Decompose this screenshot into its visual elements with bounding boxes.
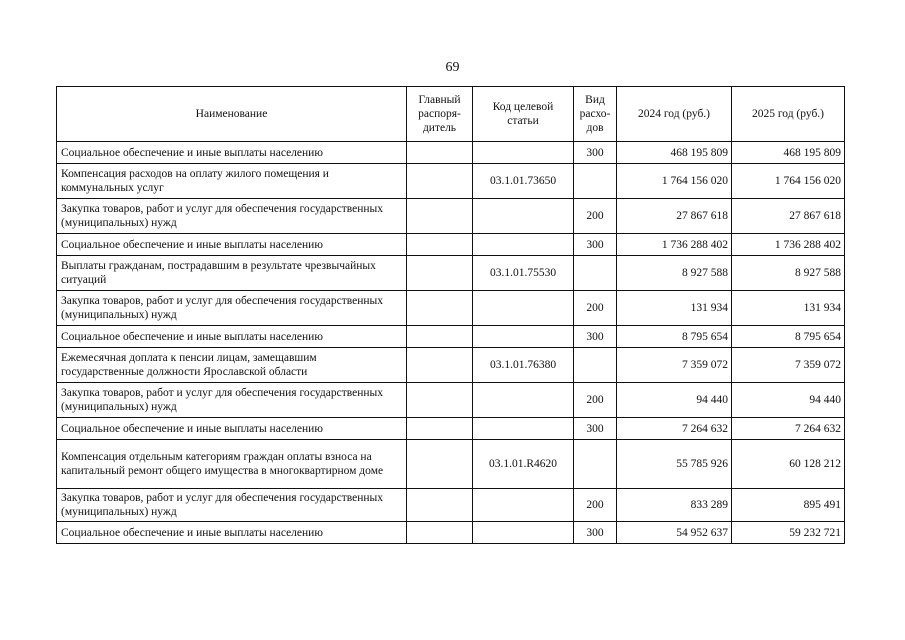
row-code — [473, 326, 574, 348]
row-type — [574, 348, 617, 383]
row-2024: 468 195 809 — [617, 142, 732, 164]
header-type: Вид расхо-дов — [574, 87, 617, 142]
row-2025: 1 764 156 020 — [732, 164, 845, 199]
table-row — [57, 256, 845, 291]
row-name: Компенсация отдельным категориям граждан оплаты взноса на капитальный ремонт общего имущества в многоквартирном доме — [57, 440, 407, 489]
row-code: 03.1.01.73650 — [473, 164, 574, 199]
row-manager — [407, 383, 473, 418]
header-code: Код целевой статьи — [473, 87, 574, 142]
row-2025: 60 128 212 — [732, 440, 845, 489]
row-2024: 94 440 — [617, 383, 732, 418]
row-manager — [407, 440, 473, 489]
row-code: 03.1.01.76380 — [473, 348, 574, 383]
row-2025: 8 795 654 — [732, 326, 845, 348]
row-code: 03.1.01.R4620 — [473, 440, 574, 489]
row-name: Социальное обеспечение и иные выплаты населению — [57, 142, 407, 164]
row-type: 300 — [574, 142, 617, 164]
row-name: Социальное обеспечение и иные выплаты населению — [57, 418, 407, 440]
row-type: 200 — [574, 291, 617, 326]
row-manager — [407, 489, 473, 522]
row-type: 300 — [574, 522, 617, 544]
row-2025: 7 264 632 — [732, 418, 845, 440]
row-type: 200 — [574, 199, 617, 234]
row-type: 300 — [574, 234, 617, 256]
page-number: 69 — [445, 60, 460, 75]
row-manager — [407, 142, 473, 164]
header-name: Наименование — [57, 87, 407, 142]
row-name: Ежемесячная доплата к пенсии лицам, замещавшим государственные должности Ярославской области — [57, 348, 407, 383]
row-2025: 131 934 — [732, 291, 845, 326]
row-code — [473, 418, 574, 440]
table-row — [57, 291, 845, 326]
budget-table — [56, 86, 845, 544]
row-type: 300 — [574, 418, 617, 440]
row-name: Выплаты гражданам, пострадавшим в результате чрезвычайных ситуаций — [57, 256, 407, 291]
row-name: Социальное обеспечение и иные выплаты населению — [57, 326, 407, 348]
row-code — [473, 291, 574, 326]
row-2024: 27 867 618 — [617, 199, 732, 234]
row-2024: 55 785 926 — [617, 440, 732, 489]
row-code: 03.1.01.75530 — [473, 256, 574, 291]
row-name: Социальное обеспечение и иные выплаты населению — [57, 234, 407, 256]
row-name: Закупка товаров, работ и услуг для обеспечения государственных (муниципальных) нужд — [57, 199, 407, 234]
row-manager — [407, 418, 473, 440]
row-2025: 7 359 072 — [732, 348, 845, 383]
row-manager — [407, 326, 473, 348]
row-name: Компенсация расходов на оплату жилого помещения и коммунальных услуг — [57, 164, 407, 199]
table-row — [57, 440, 845, 489]
row-name: Социальное обеспечение и иные выплаты населению — [57, 522, 407, 544]
row-type: 300 — [574, 326, 617, 348]
row-manager — [407, 256, 473, 291]
table-row — [57, 164, 845, 199]
row-manager — [407, 348, 473, 383]
row-type — [574, 256, 617, 291]
header-manager: Главный распоря-дитель — [407, 87, 473, 142]
row-2025: 59 232 721 — [732, 522, 845, 544]
row-2025: 94 440 — [732, 383, 845, 418]
row-type — [574, 440, 617, 489]
row-2024: 131 934 — [617, 291, 732, 326]
row-2024: 1 736 288 402 — [617, 234, 732, 256]
table-row — [57, 142, 845, 164]
row-2024: 8 795 654 — [617, 326, 732, 348]
table-row — [57, 383, 845, 418]
row-name: Закупка товаров, работ и услуг для обеспечения государственных (муниципальных) нужд — [57, 291, 407, 326]
row-2024: 7 359 072 — [617, 348, 732, 383]
table-row — [57, 489, 845, 522]
row-2024: 833 289 — [617, 489, 732, 522]
row-code — [473, 234, 574, 256]
table-row — [57, 348, 845, 383]
row-2025: 895 491 — [732, 489, 845, 522]
row-type — [574, 164, 617, 199]
row-name: Закупка товаров, работ и услуг для обеспечения государственных (муниципальных) нужд — [57, 489, 407, 522]
header-2024: 2024 год (руб.) — [617, 87, 732, 142]
row-2024: 8 927 588 — [617, 256, 732, 291]
table-row — [57, 199, 845, 234]
row-type: 200 — [574, 383, 617, 418]
table-row — [57, 418, 845, 440]
row-2025: 1 736 288 402 — [732, 234, 845, 256]
table-row — [57, 234, 845, 256]
row-name: Закупка товаров, работ и услуг для обеспечения государственных (муниципальных) нужд — [57, 383, 407, 418]
row-2024: 7 264 632 — [617, 418, 732, 440]
row-type: 200 — [574, 489, 617, 522]
row-2024: 1 764 156 020 — [617, 164, 732, 199]
row-code — [473, 522, 574, 544]
row-2024: 54 952 637 — [617, 522, 732, 544]
row-code — [473, 489, 574, 522]
row-code — [473, 199, 574, 234]
row-manager — [407, 164, 473, 199]
row-manager — [407, 199, 473, 234]
row-code — [473, 383, 574, 418]
table-header-row — [57, 87, 845, 142]
row-manager — [407, 291, 473, 326]
header-2025: 2025 год (руб.) — [732, 87, 845, 142]
table-row — [57, 522, 845, 544]
table-body — [57, 142, 845, 544]
row-2025: 468 195 809 — [732, 142, 845, 164]
row-code — [473, 142, 574, 164]
table-row — [57, 326, 845, 348]
row-2025: 8 927 588 — [732, 256, 845, 291]
row-manager — [407, 234, 473, 256]
row-manager — [407, 522, 473, 544]
row-2025: 27 867 618 — [732, 199, 845, 234]
